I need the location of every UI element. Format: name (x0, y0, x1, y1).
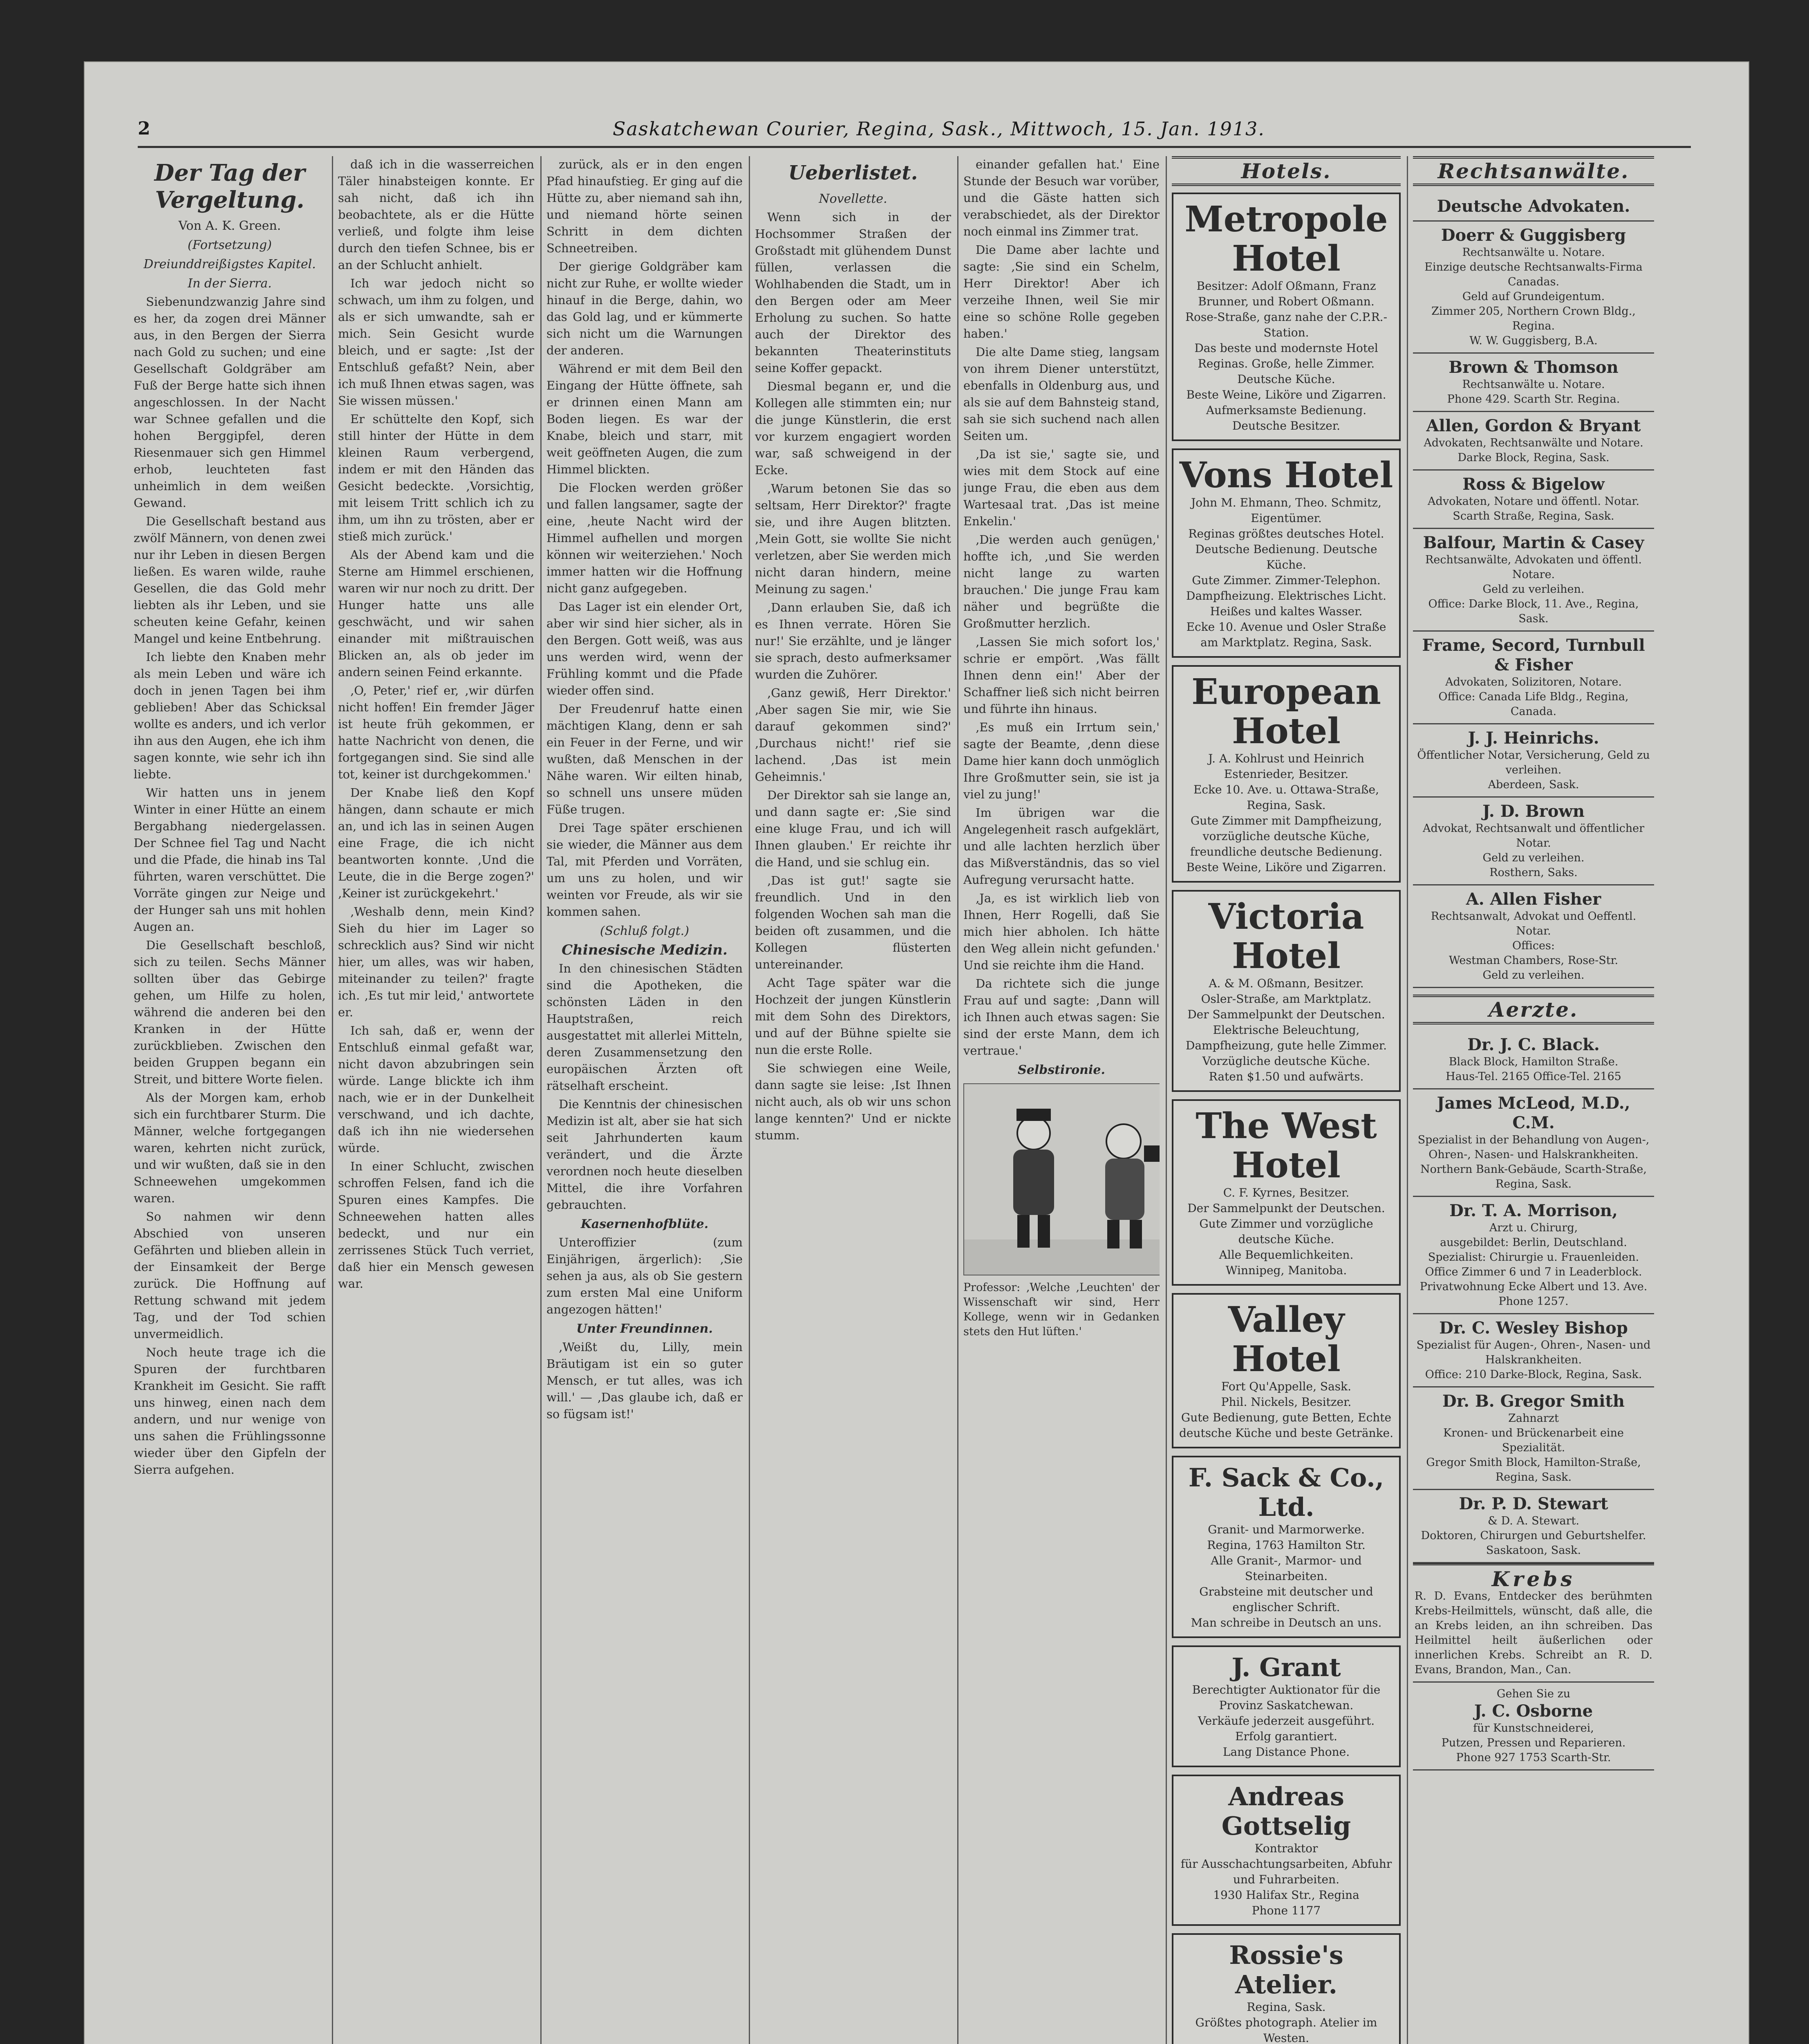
law-firm-line: Zimmer 205, Northern Crown Bldg., Regina. (1431, 305, 1636, 332)
hotel-ad-line: Verkäufe jederzeit ausgeführt. Erfolg garantiert. (1198, 1714, 1375, 1743)
paragraph: ‚Die werden auch genügen,' hoffte ich, ‚und Sie werden nicht lange zu warten brauchen.' Die junge Frau kam näher und begrüßte die Großmutter herzlich. (963, 533, 1160, 630)
paragraph: Während er mit dem Beil den Eingang der Hütte öffnete, sah er drinnen einen Mann am Boden liegen. Es war der Knabe, bleich und starr, mit weit geöffneten Augen, die zum Himmel blickten. (546, 362, 743, 476)
doctor-ad (1413, 1089, 1654, 1197)
paragraph: Der Freudenruf hatte einen mächtigen Klang, denn er sah ein Feuer in der Ferne, und wir wußten, daß Menschen in der Nähe waren. Wir eilten hinab, so schnell uns unsere müden Füße trugen. (546, 702, 743, 816)
doctors-list (1413, 1031, 1654, 1563)
hotel-ad-line: Dampfheizung. Elektrisches Licht. (1186, 589, 1386, 603)
column-rule (1166, 156, 1167, 2044)
doctor-line: ausgebildet: Berlin, Deutschland. (1440, 1236, 1627, 1249)
hotels-heading: Hotels. (1172, 156, 1401, 186)
professionals-column (1413, 156, 1654, 2044)
hotel-ad-line: Gute Zimmer und vorzügliche deutsche Küche. (1199, 1217, 1373, 1246)
law-firm-name: Frame, Secord, Turnbull & Fisher (1422, 636, 1645, 675)
hotel-ad-line: Aufmerksamste Bedienung. (1206, 403, 1367, 417)
doctor-name: Dr. P. D. Stewart (1459, 1494, 1608, 1513)
law-firm-name: Deutsche Advokaten. (1437, 197, 1630, 216)
article-title: Der Tag der Vergeltung. (154, 159, 305, 213)
hotel-name: European Hotel (1191, 671, 1381, 752)
law-firm-line: Rechtsanwälte u. Notare. (1462, 246, 1605, 259)
osborne-name: J. C. Osborne (1474, 1701, 1593, 1721)
law-firm-name: A. Allen Fisher (1466, 890, 1601, 909)
paragraph: Ich liebte den Knaben mehr als mein Leben und wäre ich doch in jenen Tagen bei ihm geblieben! Aber das Schicksal wollte es anders, und ich verlor ihn aus den Augen, ehe ich ihm sagen konnte, wie sehr ich ihn liebte. (134, 650, 326, 781)
hotel-ad-line: Osler-Straße, am Marktplatz. (1201, 992, 1372, 1006)
doctor-line: Gregor Smith Block, Hamilton-Straße, Regina, Sask. (1426, 1456, 1641, 1484)
continued-note: (Schluß folgt.) (600, 924, 690, 938)
lawyers-list (1413, 193, 1654, 988)
krebs-ad (1413, 1563, 1654, 1683)
hotel-ad-line: Der Sammelpunkt der Deutschen. (1187, 1008, 1385, 1021)
paragraph: ‚Das ist gut!' sagte sie freundlich. Und in den folgenden Wochen sah man die beiden oft zusammen, und die Kollegen flüsterten untereinander. (755, 874, 951, 971)
lawyers-heading: Rechtsanwälte. (1413, 156, 1654, 186)
law-firm-line: Advokaten, Notare und öffentl. Notar. (1428, 495, 1639, 508)
doctor-line: Kronen- und Brückenarbeit eine Spezialität. (1443, 1427, 1624, 1454)
column-rule (1407, 156, 1408, 2044)
hotel-name: Valley Hotel (1228, 1299, 1345, 1380)
law-firm-line: Geld zu verleihen. (1482, 969, 1585, 982)
paragraph: ‚Warum betonen Sie das so seltsam, Herr Direktor?' fragte sie, und ihre Augen blitzten. ‚Mein Gott, sie wollte Sie nicht verletzen, aber Sie werden mich nicht daran hindern, meine Meinung zu sagen.' (755, 482, 951, 596)
page-header (138, 111, 1691, 148)
paragraph: Als der Abend kam und die Sterne am Himmel erschienen, waren wir nur noch zu dritt. Der Hunger hatte uns alle geschwächt, und wir sahen einander mit mißtrauischen Blicken an, als ob jeder im andern seinen Feind erkannte. (338, 548, 534, 679)
hotel-ad (1172, 1293, 1401, 1448)
hotel-ad-line: Regina, Sask. (1247, 2000, 1326, 2014)
paragraph: Drei Tage später erschienen sie wieder, die Männer aus dem Tal, mit Pferden und Vorräten, um uns zu holen, und wir weinten vor Freude, als wir sie kommen sahen. (546, 821, 743, 919)
hotel-ad-line: 1930 Halifax Str., Regina (1213, 1888, 1359, 1902)
paragraph: ‚Weißt du, Lilly, mein Bräutigam ist ein so guter Mensch, er tut alles, was ich will.' — ‚Das glaube ich, daß er so fügsam ist!' (546, 1340, 743, 1421)
paragraph: ‚Da ist sie,' sagte sie, und wies mit dem Stock auf eine junge Frau, die eben aus dem Wartesaal trat. ‚Das ist meine Enkelin.' (963, 447, 1160, 528)
krebs-heading: Krebs (1491, 1567, 1576, 1591)
paragraph: ‚Ja, es ist wirklich lieb von Ihnen, Herr Rogelli, daß Sie mich hier abholen. Ich hätte den Weg allein nicht gefunden.' Und sie reichte ihm die Hand. (963, 891, 1160, 972)
column-1 (134, 156, 326, 2044)
paragraph: ‚Ganz gewiß, Herr Direktor.' ‚Aber sagen Sie mir, wie Sie darauf gekommen sind?' ‚Durchaus nicht!' rief sie lachend. ‚Das ist mein Geheimnis.' (755, 686, 951, 784)
hotel-name: The West Hotel (1196, 1105, 1377, 1186)
hotel-ad-line: Beste Weine, Liköre und Zigarren. (1186, 388, 1386, 401)
column-rule (957, 156, 958, 2044)
osborne-line: für Kunstschneiderei, (1473, 1722, 1594, 1735)
hotel-ad (1172, 1933, 1401, 2044)
law-firm-line: Offices: (1512, 939, 1555, 952)
hotel-name: J. Grant (1231, 1652, 1341, 1682)
cartoon-drawing (964, 1084, 1160, 1275)
doctor-ad (1413, 1314, 1654, 1387)
osborne-ad (1413, 1683, 1654, 1771)
hotel-ad-line: Man schreibe in Deutsch an uns. (1191, 1616, 1382, 1629)
hotel-ad-line: Berechtigter Auktionator für die Provinz Saskatchewan. (1192, 1683, 1381, 1712)
paragraph: Die Kenntnis der chinesischen Medizin ist alt, aber sie hat sich seit Jahrhunderten kaum verändert, und die Ärzte verordnen noch heute dieselben Mittel, die ihre Vorfahren gebrauchten. (546, 1097, 743, 1212)
hotel-ad-line: für Ausschachtungsarbeiten, Abfuhr und Fuhrarbeiten. (1180, 1857, 1392, 1886)
paragraph: ‚O, Peter,' rief er, ‚wir dürfen nicht hoffen! Ein fremder Jäger ist heute früh gekommen, er hatte Nachricht von denen, die fortgegangen sind. Sie sind alle tot, keiner ist durchgekommen.' (338, 684, 534, 781)
paragraph: Siebenundzwanzig Jahre sind es her, da zogen drei Männer aus, in den Bergen der Sierra nach Gold zu suchen; und eine Gesellschaft Goldgräber am Fuß der Berge hatte sich ihnen angeschlossen. In der Nacht war Schnee gefallen und die hohen Berggipfel, deren Riesenmauer sich gen Himmel erhob, leuchteten fast unheimlich in dem weißen Gewand. (134, 295, 326, 510)
paragraph: Die Dame aber lachte und sagte: ‚Sie sind ein Schelm, Herr Direktor! Aber ich verzeihe Ihnen, weil Sie mir eine so schöne Rolle gegeben haben.' (963, 243, 1160, 341)
paragraph: Ich war jedoch nicht so schwach, um ihm zu folgen, und als er sich umwandte, sah er mich. Sein Gesicht wurde bleich, und er sagte: ‚Ist der Entschluß gefaßt? Nein, aber ich muß Ihnen etwas sagen, was Sie wissen müssen.' (338, 276, 534, 408)
hotel-ad (1172, 665, 1401, 883)
paragraph: Wenn sich in der Hochsommer Straßen der Großstadt mit glühendem Dunst füllen, verlassen die Wohlhabenden die Stadt, um in den Bergen oder am Meer Erholung zu suchen. So hatte auch der Direktor des bekannten Theaterinstituts seine Koffer gepackt. (755, 210, 951, 375)
hotel-ad-line: Größtes photograph. Atelier im Westen. (1195, 2016, 1377, 2044)
hotel-ad-line: Besitzer: Adolf Oßmann, Franz Brunner, und Robert Oßmann. (1196, 279, 1376, 308)
law-firm-name: Doerr & Guggisberg (1441, 226, 1626, 245)
osborne-intro: Gehen Sie zu (1496, 1688, 1571, 1700)
hotel-ad-line: Grabsteine mit deutscher und englischer Schrift. (1199, 1585, 1373, 1614)
hotel-ad-line: Phone 1177 (1252, 1904, 1321, 1917)
hotel-ad-line: A. & M. Oßmann, Besitzer. (1209, 977, 1364, 990)
law-firm-line: Office: Canada Life Bldg., Regina, Canada. (1438, 690, 1629, 718)
hotel-ad-line: Rose-Straße, ganz nahe der C.P.R.-Station. (1185, 310, 1388, 339)
paragraph: ‚Lassen Sie mich sofort los,' schrie er empört. ‚Was fällt Ihnen denn ein!' Aber der Schaffner ließ sich nicht beirren und führte ihn hinaus. (963, 635, 1160, 716)
paragraph: Die alte Dame stieg, langsam von ihrem Diener unterstützt, ebenfalls in Oldenburg aus, und als sie auf dem Bahnsteig stand, sah sie sich suchend nach allen Seiten um. (963, 345, 1160, 443)
law-firm-line: Geld zu verleihen. (1482, 583, 1585, 596)
hotel-ad-line: Ecke 10. Ave. u. Ottawa-Straße, Regina, Sask. (1193, 783, 1379, 812)
hotel-ad-line: Phil. Nickels, Besitzer. (1221, 1395, 1352, 1409)
paragraph: Sie schwiegen eine Weile, dann sagte sie leise: ‚Ist Ihnen nicht auch, als ob wir uns schon lange kennten?' Und er nickte stumm. (755, 1061, 951, 1142)
doctor-name: Dr. B. Gregor Smith (1442, 1392, 1625, 1411)
hotel-ad-line: Ecke 10. Avenue und Osler Straße am Marktplatz. Regina, Sask. (1186, 620, 1386, 649)
chapter-heading: Dreiunddreißigstes Kapitel. (143, 257, 316, 271)
doctor-line: Spezialist in der Behandlung von Augen-, Ohren-, Nasen- und Halskrankheiten. (1417, 1134, 1650, 1161)
hotel-ad (1172, 1775, 1401, 1926)
osborne-line: Phone 927 1753 Scarth-Str. (1456, 1751, 1611, 1764)
hotel-ad-line: C. F. Kyrnes, Besitzer. (1223, 1186, 1350, 1199)
paragraph: Diesmal begann er, und die Kollegen alle stimmten ein; nur die junge Künstlerin, die erst vor kurzem engagiert worden war, saß schweigend in der Ecke. (755, 379, 951, 477)
law-firm-line: Darke Block, Regina, Sask. (1457, 451, 1610, 464)
doctor-line: & D. A. Stewart. (1487, 1515, 1579, 1527)
law-firm-name: Brown & Thomson (1449, 358, 1619, 377)
law-firm (1413, 529, 1654, 632)
hotel-ad (1172, 890, 1401, 1092)
paragraph: So nahmen wir denn Abschied von unseren Gefährten und blieben allein in der Einsamkeit der Berge zurück. Die Hoffnung auf Rettung schwand mit jedem Tag, und der Tod schien unvermeidlich. (134, 1210, 326, 1341)
law-firm (1413, 885, 1654, 988)
column-rule (749, 156, 750, 2044)
article-title: Ueberlistet. (788, 161, 918, 184)
law-firm-line: Advokat, Rechtsanwalt und öffentlicher Notar. (1422, 822, 1645, 849)
doctor-line: Doktoren, Chirurgen und Geburtshelfer. (1421, 1529, 1646, 1542)
paragraph: einander gefallen hat.' Eine Stunde der Besuch war vorüber, und die Gäste hatten sich verabschiedet, als der Direktor noch einmal ins Zimmer trat. (963, 157, 1160, 238)
paragraph: ‚Es muß ein Irrtum sein,' sagte der Beamte, ‚denn diese Dame hier kann doch unmöglich Ihre Großmutter sein, sie ist ja viel zu jung!' (963, 720, 1160, 801)
hotel-ad-line: Der Sammelpunkt der Deutschen. (1187, 1201, 1385, 1215)
paragraph: Unteroffizier (zum Einjährigen, ärgerlich): ‚Sie sehen ja aus, als ob Sie gestern zum ersten Mal eine Uniform angezogen hätten!' (546, 1235, 743, 1316)
law-firm-name: J. J. Heinrichs. (1468, 728, 1599, 748)
hotel-ad-line: Fort Qu'Appelle, Sask. (1221, 1380, 1351, 1393)
hotel-ad-line: Gute Bedienung, gute Betten, Echte deutsche Küche und beste Getränke. (1179, 1411, 1394, 1440)
paragraph: Ich sah, daß er, wenn der Entschluß einmal gefaßt war, nicht davon abzubringen sein würde. Lange blickte ich ihm nach, wie er in der Dunkelheit verschwand, und ich dachte, daß ich ihn nie wiedersehen würde. (338, 1024, 534, 1155)
hotel-ad-line: J. A. Kohlrust und Heinrich Estenrieder, Besitzer. (1208, 752, 1364, 781)
hotel-ad-line: Das beste und modernste Hotel Reginas. Große, helle Zimmer. (1194, 341, 1378, 370)
paragraph: Wir hatten uns in jenem Winter in einer Hütte an einem Bergabhang niedergelassen. Der Schnee fiel Tag und Nacht und die Pfade, die hinab ins Tal führten, waren verschüttet. Die Vorräte gingen zur Neige und der Hunger sah uns mit hohlen Augen an. (134, 786, 326, 934)
hotel-ad (1172, 193, 1401, 441)
doctor-line: Northern Bank-Gebäude, Scarth-Straße, Regina, Sask. (1420, 1163, 1647, 1190)
law-firm-line: Rechtsanwälte u. Notare. (1462, 378, 1605, 391)
law-firm (1413, 193, 1654, 222)
krebs-text: R. D. Evans, Entdecker des berühmten Krebs-Heilmittels, wünscht, daß alle, die an Krebs leiden, an ihn schreiben. Das Heilmittel heilt äußerlichen oder innerlichen Krebs. Schreibt an R. D. Evans, Brandon, Man., Can. (1415, 1590, 1652, 1676)
law-firm-line: Geld auf Grundeigentum. (1462, 290, 1605, 303)
law-firm-line: Advokaten, Rechtsanwälte und Notare. (1424, 437, 1643, 449)
doctor-name: Dr. C. Wesley Bishop (1439, 1318, 1628, 1338)
paragraph: Acht Tage später war die Hochzeit der jungen Künstlerin mit dem Sohn des Direktors, und auf der Bühne spielte sie nun die erste Rolle. (755, 976, 951, 1057)
doctor-line: Office: 210 Darke-Block, Regina, Sask. (1425, 1368, 1642, 1381)
law-firm-name: Balfour, Martin & Casey (1423, 533, 1644, 552)
hotel-ad (1172, 1099, 1401, 1286)
hotel-ad-line: Lang Distance Phone. (1222, 1745, 1350, 1759)
hotel-ad-line: Raten $1.50 und aufwärts. (1209, 1070, 1364, 1083)
hotel-name: Victoria Hotel (1208, 896, 1364, 977)
continuation-note: (Fortsetzung) (188, 238, 272, 252)
law-firm-line: Rechtsanwalt, Advokat und Oeffentl. Notar. (1431, 910, 1637, 937)
hotel-name: Metropole Hotel (1184, 199, 1388, 279)
paragraph: Im übrigen war die Angelegenheit rasch aufgeklärt, und alle lachten herzlich über das Mißverständnis, das so viel Aufregung verursacht hatte. (963, 806, 1160, 887)
law-firm-line: Office: Darke Block, 11. Ave., Regina, Sask. (1428, 598, 1639, 625)
paragraph: Als der Morgen kam, erhob sich ein furchtbarer Sturm. Die Männer, welche fortgegangen waren, kehrten nicht zurück, und wir wußten, daß sie in den Schneewehen umgekommen waren. (134, 1091, 326, 1205)
hotel-ad-line: Kontraktor (1254, 1842, 1318, 1855)
doctor-line: Spezialist für Augen-, Ohren-, Nasen- und Halskrankheiten. (1416, 1339, 1651, 1366)
hotel-name: Rossie's Atelier. (1229, 1940, 1343, 1999)
hotel-ad-line: Winnipeg, Manitoba. (1225, 1264, 1347, 1277)
paragraph: ‚Dann erlauben Sie, daß ich es Ihnen verrate. Hören Sie nur!' Sie erzählte, und je länger sie sprach, desto aufmerksamer wurden die Zuhörer. (755, 601, 951, 681)
page-number: 2 (138, 118, 150, 139)
hotel-ad-line: Deutsche Besitzer. (1232, 419, 1341, 433)
newspaper-page (84, 61, 1749, 2044)
law-firm (1413, 412, 1654, 471)
law-firm-line: Phone 429. Scarth Str. Regina. (1447, 393, 1620, 406)
byline: Von A. K. Green. (178, 219, 281, 233)
article-title: Kasernenhofblüte. (580, 1217, 709, 1231)
law-firm-line: Westman Chambers, Rose-Str. (1449, 954, 1619, 967)
doctor-ad (1413, 1387, 1654, 1490)
cartoon-title: Selbstironie. (1018, 1063, 1105, 1077)
hotels-column (1172, 156, 1401, 2044)
paragraph: Die Gesellschaft bestand aus zwölf Männern, von denen zwei nur ihr Leben in diesen Bergen ließen. Es waren wilde, rauhe Gesellen, die das Gold mehr liebten als ihr Leben, und sie scheuten keine Gefahr, keinen Mangel und keine Entbehrung. (134, 514, 326, 645)
paragraph: Der Direktor sah sie lange an, und dann sagte er: ‚Sie sind eine kluge Frau, und ich will Ihnen glauben.' Er reichte ihr die Hand, und sie schlug ein. (755, 788, 951, 869)
column-5 (963, 156, 1160, 2044)
law-firm (1413, 724, 1654, 798)
hotel-ad-line: Heißes und kaltes Wasser. (1210, 605, 1363, 618)
hotel-ad-line: Regina, 1763 Hamilton Str. (1207, 1538, 1366, 1552)
doctor-line: Spezialist: Chirurgie u. Frauenleiden. Office Zimmer 6 und 7 in Leaderblock. Privatwohnung Ecke Albert und 13. Ave. Phone 1257. (1419, 1251, 1648, 1308)
paragraph: ‚Weshalb denn, mein Kind? Sieh du hier im Lager so schrecklich aus? Sind wir nicht hier, um alles, was wir haben, miteinander zu teilen?' fragte ich. ‚Es tut mir leid,' antwortete er. (338, 905, 534, 1019)
column-rule (332, 156, 333, 2044)
doctor-name: Dr. J. C. Black. (1467, 1035, 1600, 1054)
doctors-heading: Aerzte. (1413, 995, 1654, 1024)
law-firm-line: Geld zu verleihen. (1482, 852, 1585, 864)
paragraph: Der Knabe ließ den Kopf hängen, dann schaute er mich an, und ich las in seinen Augen eine Frage, die ich nicht beantworten konnte. ‚Und die Leute, die in die Berge zogen?' ‚Keiner ist zurückgekehrt.' (338, 786, 534, 900)
cartoon-illustration (963, 1083, 1160, 1275)
hotel-ad (1172, 1645, 1401, 1767)
doctor-line: Haus-Tel. 2165 Office-Tel. 2165 (1446, 1070, 1621, 1083)
section-heading: In der Sierra. (188, 276, 272, 291)
law-firm-name: J. D. Brown (1482, 802, 1585, 821)
hotel-ad (1172, 1456, 1401, 1638)
doctor-name: Dr. T. A. Morrison, (1449, 1201, 1618, 1220)
paragraph: Da richtete sich die junge Frau auf und sagte: ‚Dann will ich Ihnen auch etwas sagen: Sie sind der erste Mann, dem ich vertraue.' (963, 977, 1160, 1058)
hotel-ad-line: Reginas größtes deutsches Hotel. (1188, 527, 1384, 540)
masthead: Saskatchewan Courier, Regina, Sask., Mittwoch, 15. Jan. 1913. (613, 117, 1265, 140)
law-firm-line: Advokaten, Solizitoren, Notare. (1445, 676, 1622, 688)
paragraph: Er schüttelte den Kopf, sich still hinter der Hütte in dem kleinen Raum verbergend, indem er mit den Händen das Gesicht bedeckte. ‚Vorsichtig, mit leisem Tritt schlich ich zu ihm, um ihn zu trösten, aber er stieß mich zurück.' (338, 412, 534, 543)
law-firm-name: Allen, Gordon & Bryant (1426, 416, 1641, 435)
law-firm-line: Einzige deutsche Rechtsanwalts-Firma Canadas. (1424, 261, 1643, 288)
doctor-ad (1413, 1197, 1654, 1314)
column-4 (755, 156, 951, 2044)
paragraph: zurück, als er in den engen Pfad hinaufstieg. Er ging auf die Hütte zu, aber niemand sah ihn, und niemand hörte seinen Schritt in dem dichten Schneetreiben. (546, 157, 743, 255)
hotel-ad-line: Beste Weine, Liköre und Zigarren. (1186, 861, 1386, 874)
law-firm-line: Rosthern, Saks. (1489, 866, 1578, 879)
hotel-ad-line: Gute Zimmer. Zimmer-Telephon. (1192, 574, 1381, 587)
hotel-ad-line: Deutsche Bedienung. Deutsche Küche. (1195, 542, 1377, 572)
article-title: Chinesische Medizin. (562, 942, 728, 958)
doctor-name: James McLeod, M.D., C.M. (1437, 1094, 1630, 1132)
hotel-ad-line: Alle Granit-, Marmor- und Steinarbeiten. (1211, 1554, 1362, 1583)
hotel-name: F. Sack & Co., Ltd. (1188, 1463, 1384, 1522)
law-firm-line: Aberdeen, Sask. (1488, 778, 1579, 791)
doctor-line: Zahnarzt (1508, 1412, 1559, 1425)
law-firm (1413, 798, 1654, 885)
paragraph: In einer Schlucht, zwischen schroffen Felsen, fand ich die Spuren eines Kampfes. Die Schneewehen hatten alles bedeckt, und nur ein zerrissenes Stück Tuch verriet, daß hier ein Mensch gewesen war. (338, 1159, 534, 1291)
hotel-ad-line: Alle Bequemlichkeiten. (1219, 1248, 1354, 1262)
doctor-line: Arzt u. Chirurg, (1489, 1221, 1578, 1234)
article-subhead: Novellette. (819, 192, 887, 206)
column-3 (546, 156, 743, 2044)
paragraph: Noch heute trage ich die Spuren der furchtbaren Krankheit im Gesicht. Sie rafft uns hinweg, einen nach dem andern, und nur wenige von uns sahen die Frühlingssonne wieder über den Gipfeln der Sierra aufgehen. (134, 1345, 326, 1477)
column-rule (540, 156, 542, 2044)
osborne-line: Putzen, Pressen und Reparieren. (1441, 1737, 1626, 1749)
column-2 (338, 156, 534, 2044)
cartoon-caption: Professor: ‚Welche ‚Leuchten' der Wissenschaft wir sind, Herr Kollege, wenn wir in Gedanken stets den Hut lüften.' (963, 1281, 1160, 1338)
hotel-ad (1172, 448, 1401, 658)
law-firm-name: Ross & Bigelow (1462, 475, 1605, 494)
law-firm-line: Scarth Straße, Regina, Sask. (1453, 510, 1614, 522)
law-firm-line: Öffentlicher Notar, Versicherung, Geld zu verleihen. (1417, 749, 1650, 776)
hotel-name: Andreas Gottselig (1221, 1782, 1351, 1841)
doctor-ad (1413, 1031, 1654, 1089)
law-firm (1413, 632, 1654, 724)
law-firm (1413, 354, 1654, 412)
hotel-ad-line: Gute Zimmer mit Dampfheizung, vorzügliche deutsche Küche, freundliche deutsche Bedienung. (1190, 814, 1383, 858)
paragraph: Das Lager ist ein elender Ort, aber wir sind hier sicher, als in den Bergen. Gott weiß, was aus uns werden wird, wenn der Frühling kommt und die Pfade wieder offen sind. (546, 600, 743, 697)
law-firm-line: Rechtsanwälte, Advokaten und öffentl. Notare. (1425, 554, 1642, 581)
doctor-ad (1413, 1490, 1654, 1563)
doctor-line: Black Block, Hamilton Straße. (1449, 1056, 1619, 1068)
paragraph: Die Flocken werden größer und fallen langsamer, sagte der eine, ‚heute Nacht wird der Himmel aufhellen und morgen können wir weiterziehen.' Noch immer hatten wir die Hoffnung nicht ganz aufgegeben. (546, 481, 743, 595)
hotel-ad-line: John M. Ehmann, Theo. Schmitz, Eigentümer. (1191, 496, 1381, 525)
law-firm (1413, 222, 1654, 354)
law-firm-line: W. W. Guggisberg, B.A. (1469, 334, 1598, 347)
paragraph: daß ich in die wasserreichen Täler hinabsteigen konnte. Er sah nicht, daß ich ihn beobachtete, als er die Hütte verließ, und folgte ihm leise durch den tiefen Schnee, bis er an der Schlucht anhielt. (338, 157, 534, 272)
law-firm (1413, 471, 1654, 529)
article-title: Unter Freundinnen. (576, 1322, 713, 1336)
paragraph: In den chinesischen Städten sind die Apotheken, die schönsten Läden in den Hauptstraßen, reich ausgestattet mit allerlei Mitteln, deren Zusammensetzung den europäischen Ärzten oft rätselhaft erscheint. (546, 961, 743, 1093)
hotel-name: Vons Hotel (1179, 455, 1393, 496)
paragraph: Der gierige Goldgräber kam nicht zur Ruhe, er wollte wieder hinauf in die Berge, dahin, wo das Gold lag, und er kümmerte sich nicht um die Warnungen der anderen. (546, 260, 743, 357)
hotel-ads-list (1172, 193, 1401, 2044)
doctor-line: Saskatoon, Sask. (1486, 1544, 1581, 1557)
paragraph: Die Gesellschaft beschloß, sich zu teilen. Sechs Männer sollten über das Gebirge gehen, um Hilfe zu holen, während die anderen bei den Kranken in der Hütte zurückblieben. Zwischen den beiden Gruppen begann ein Streit, und bittere Worte fielen. (134, 938, 326, 1086)
hotel-ad-line: Granit- und Marmorwerke. (1208, 1523, 1365, 1536)
hotel-ad-line: Deutsche Küche. (1237, 372, 1335, 386)
hotel-ad-line: Elektrische Beleuchtung, Dampfheizung, gute helle Zimmer. Vorzügliche deutsche Küche. (1185, 1023, 1387, 1068)
